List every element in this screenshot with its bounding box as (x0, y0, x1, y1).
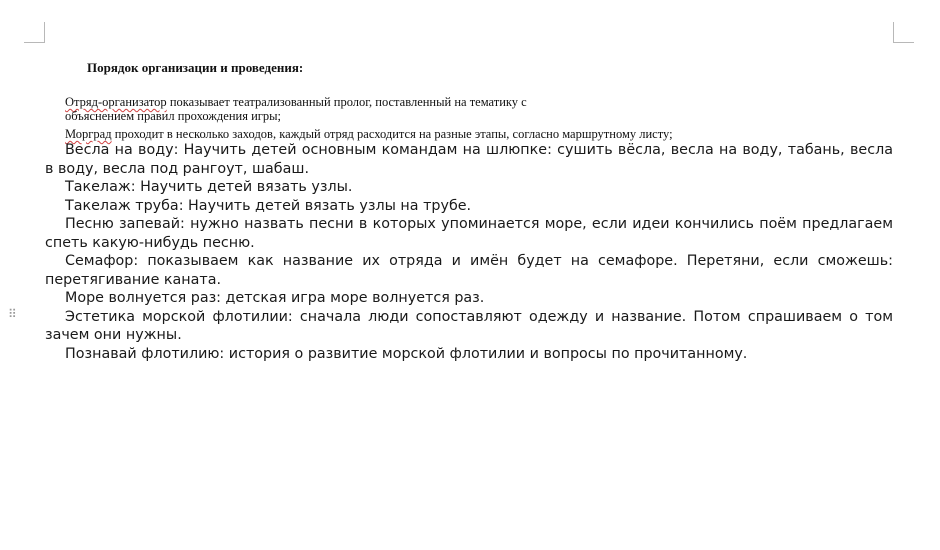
stations-list (45, 141, 893, 363)
paragraph-aesthetics (45, 308, 893, 345)
spellcheck-word[interactable]: Отряд-организатор (65, 95, 167, 109)
section-heading: Порядок организации и проведения: (87, 60, 304, 75)
paragraph-rigging: Такелаж: Научить детей вязать узлы. (65, 179, 353, 195)
crop-mark-top-left (24, 22, 45, 43)
paragraph-semaphore: Семафор: показываем как название их отряда и имён будет на семафоре. Перетяни, если сможешь: перетягивание каната. (45, 253, 893, 288)
paragraph-rigging-pipe: Такелаж труба: Научить детей вязать узлы на трубе. (65, 197, 472, 214)
intro-line-3-text: проходит в несколько заходов, каждый отряд расходится на разные этапы, согласно маршрутному листу; (111, 127, 673, 141)
paragraph-song: Песню запевай: нужно назвать песни в которых упоминается море, если идеи кончились поём предлагаем спеть какую-нибудь песню. (45, 216, 893, 251)
intro-line-1-text: показывает театрализованный пролог, поставленный на тематику с (166, 95, 527, 109)
paragraph-aesthetics-text: Эстетика морской флотилии: сначала люди сопоставляют одежду и название. Потом спрашиваем о том зачем они нужны. (45, 308, 893, 343)
spellcheck-word[interactable]: Моргpад (65, 127, 112, 141)
paragraph-flotilla: Познавай флотилию: история о развитие морской флотилии и вопросы по прочитанному. (65, 345, 748, 362)
crop-mark-top-right (893, 22, 914, 43)
intro-line-2: объяснением правил прохождения игры; (65, 109, 282, 123)
paragraph-oars: Весла на воду: Научить детей основным командам на шлюпке: сушить вёсла, весла на воду, табань, весла в воду, весла под рангоут, шабаш. (45, 142, 893, 177)
intro-line-3 (65, 126, 673, 142)
paragraph-sea-game: Море волнуется раз: детская игра море волнуется раз. (65, 290, 485, 306)
drag-handle-icon[interactable]: ⠿ (8, 307, 16, 321)
